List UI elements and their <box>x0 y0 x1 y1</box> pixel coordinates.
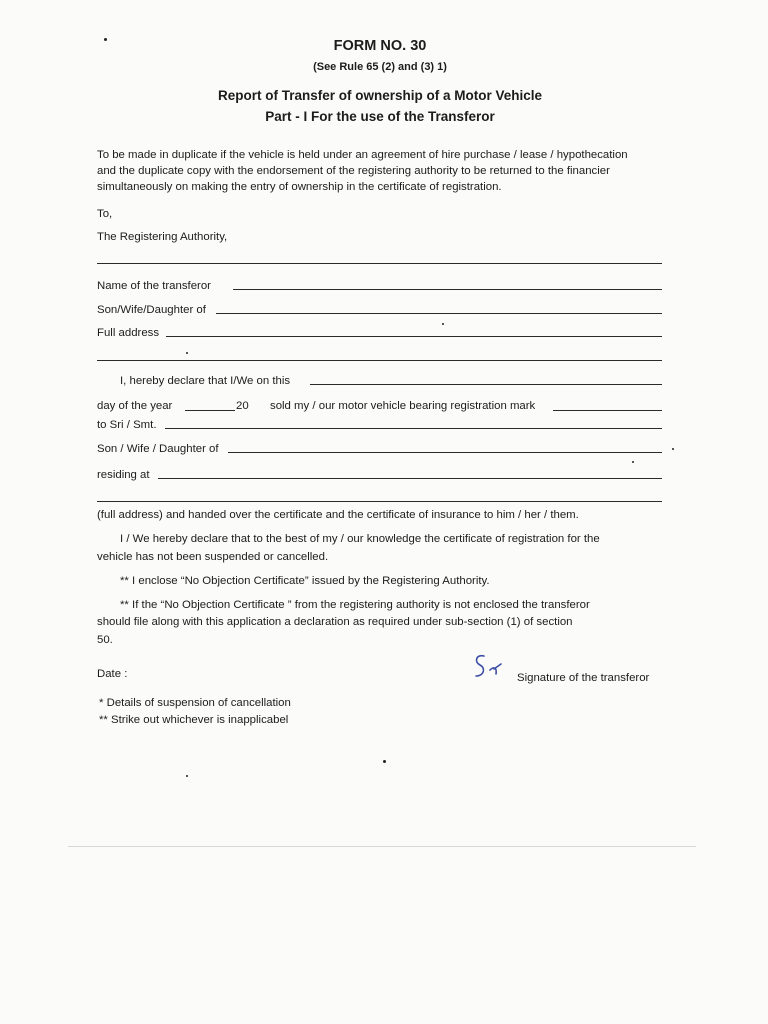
declare-on-label: I, hereby declare that I/We on this <box>120 375 291 387</box>
relation2-label: Son / Wife / Daughter of <box>97 443 219 455</box>
signature-label: Signature of the transferor <box>517 672 650 684</box>
transferor-name-label: Name of the transferor <box>97 280 211 292</box>
sold-label: sold my / our motor vehicle bearing registration mark <box>270 400 536 412</box>
statement-3-line-3: 50. <box>97 634 113 646</box>
note-strike-out: ** Strike out whichever is inapplicabel <box>99 714 289 726</box>
transferor-name-line[interactable] <box>233 289 662 290</box>
statement-2: ** I enclose “No Objection Certificate” issued by the Registering Authority. <box>120 575 490 587</box>
to-sri-label: to Sri / Smt. <box>97 419 157 431</box>
handwritten-signature-mark <box>470 652 504 687</box>
day-line[interactable] <box>185 410 235 411</box>
residing-line-1[interactable] <box>158 478 662 479</box>
form-title: Report of Transfer of ownership of a Motor Vehicle <box>217 88 543 103</box>
residing-label: residing at <box>97 469 150 481</box>
full-address-label: Full address <box>97 327 160 339</box>
form-number: FORM NO. 30 <box>333 38 427 54</box>
relation-line[interactable] <box>216 313 662 314</box>
bottom-faint-rule <box>68 846 696 847</box>
form-part: Part - I For the use of the Transferor <box>265 109 495 124</box>
intro-line-3: simultaneously on making the entry of ownership in the certificate of registration. <box>97 181 502 193</box>
statement-3-line-1: ** If the “No Objection Certificate ” from the registering authority is not enclosed the transferor <box>120 599 590 611</box>
statement-1-line-1: I / We hereby declare that to the best of my / our knowledge the certificate of registration for the <box>120 533 600 545</box>
scan-speck <box>186 352 188 354</box>
scan-speck <box>186 775 188 777</box>
date-label: Date : <box>97 668 128 680</box>
full-address-line-1[interactable] <box>166 336 662 337</box>
intro-line-1: To be made in duplicate if the vehicle is held under an agreement of hire purchase / lease / hypothecation <box>97 149 628 161</box>
intro-line-2: and the duplicate copy with the endorsement of the registering authority to be returned to the financier <box>97 165 610 177</box>
scan-speck <box>632 461 634 463</box>
rule-reference: (See Rule 65 (2) and (3) 1) <box>313 61 447 73</box>
scan-speck <box>104 38 107 41</box>
relation-label: Son/Wife/Daughter of <box>97 304 206 316</box>
day-of-year-label: day of the year <box>97 400 173 412</box>
residing-line-2[interactable] <box>97 501 662 502</box>
scan-speck <box>672 448 674 450</box>
year-prefix: 20 <box>236 400 249 412</box>
statement-1-line-2: vehicle has not been suspended or cancelled. <box>97 551 329 563</box>
statement-3-line-2: should file along with this application a declaration as required under sub-section (1) of section <box>97 616 573 628</box>
scan-speck <box>383 760 386 763</box>
handed-over-text: (full address) and handed over the certificate and the certificate of insurance to him / her / them. <box>97 509 579 521</box>
registering-authority-label: The Registering Authority, <box>97 231 228 243</box>
to-label: To, <box>97 208 113 220</box>
scan-speck <box>442 323 444 325</box>
full-address-line-2[interactable] <box>97 360 662 361</box>
declare-on-line[interactable] <box>310 384 662 385</box>
relation2-line[interactable] <box>228 452 662 453</box>
note-suspension: * Details of suspension of cancellation <box>99 697 291 709</box>
signature-scribble <box>470 652 504 682</box>
registration-mark-line[interactable] <box>553 410 662 411</box>
to-sri-line[interactable] <box>165 428 662 429</box>
authority-address-line[interactable] <box>97 263 662 264</box>
